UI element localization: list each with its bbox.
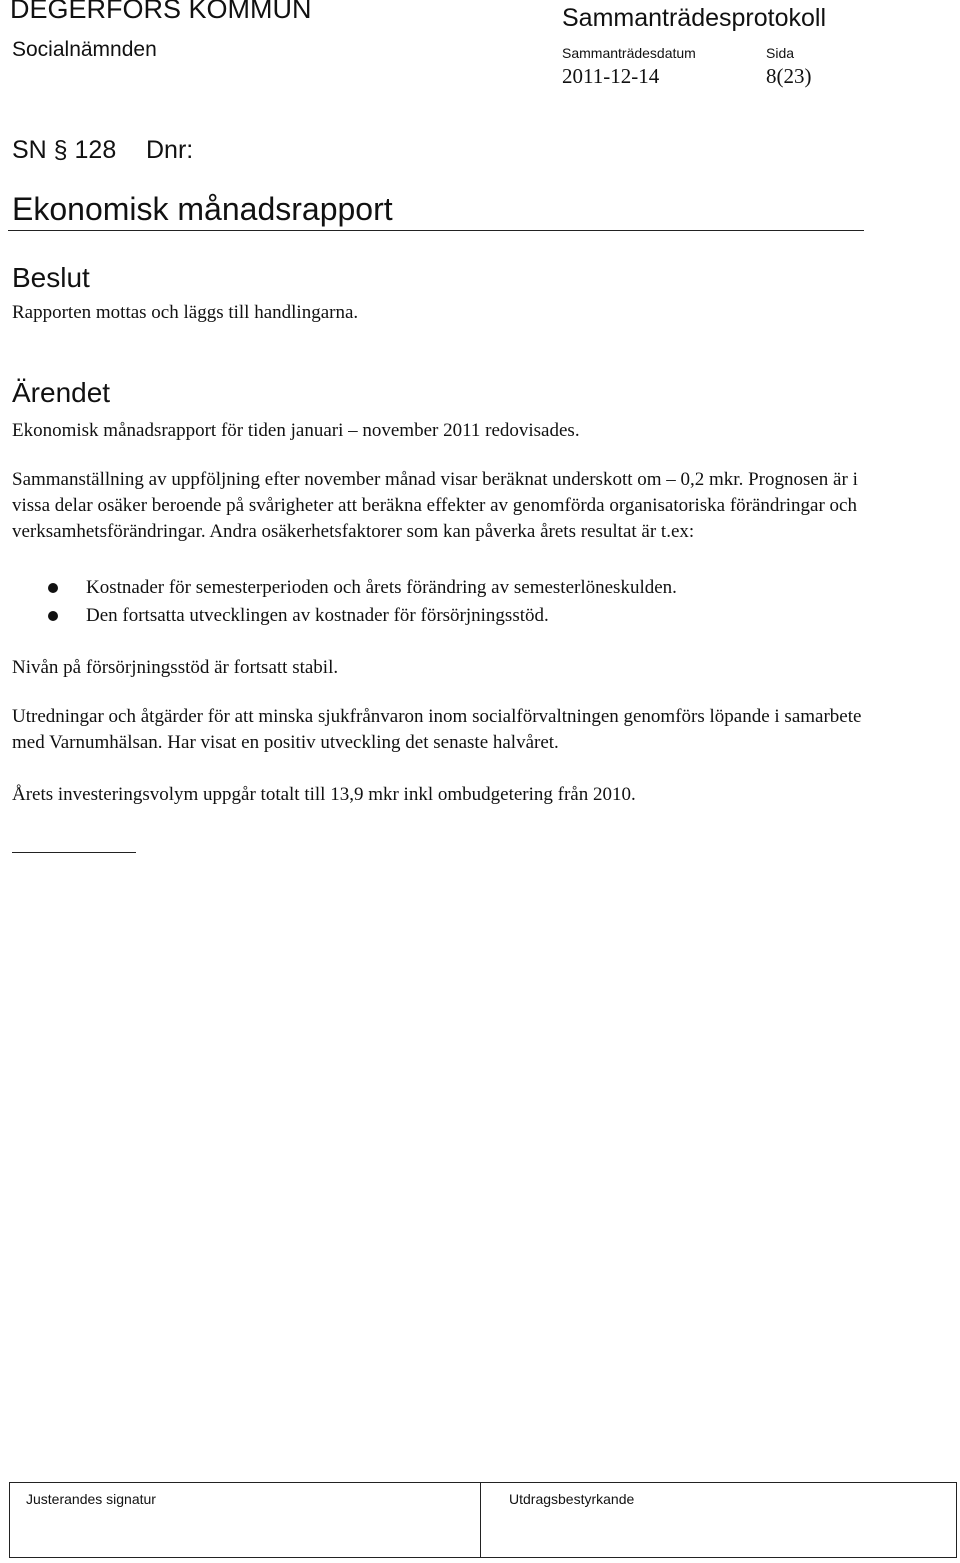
page-title: Ekonomisk månadsrapport [12,191,393,227]
certification-label: Utdragsbestyrkande [509,1491,635,1507]
matter-paragraph: Utredningar och åtgärder för att minska sjukfrånvaron inom socialförvaltningen genomförs löpande i samarbete med Varnumhälsan. Har visat en positiv utveckling det senaste halvåret. [12,706,862,753]
item-reference: SN § 128 [12,136,117,164]
list-item-text: Den fortsatta utvecklingen av kostnader för försörjningsstöd. [86,605,549,626]
meeting-date-label: Sammanträdesdatum [562,45,696,61]
decision-heading: Beslut [12,262,90,293]
list-item-text: Kostnader för semesterperioden och årets förändring av semesterlöneskulden. [86,577,677,598]
section-end-rule [12,852,136,853]
dnr-label: Dnr: [146,136,194,164]
organization-name: DEGERFORS KOMMUN [10,0,312,24]
department-name: Socialnämnden [12,38,157,61]
bullet-icon [48,611,58,621]
page-label: Sida [766,45,795,61]
matter-paragraph: Årets investeringsvolym uppgår totalt till 13,9 mkr inkl ombudgetering från 2010. [12,784,636,805]
list-item [12,602,862,630]
matter-heading: Ärendet [12,377,111,408]
document-type: Sammanträdesprotokoll [562,4,827,32]
decision-text: Rapporten mottas och läggs till handlingarna. [12,302,359,323]
list-item [12,574,862,602]
signature-footer [9,1482,957,1558]
bullet-list [12,574,862,630]
page-number: 8(23) [766,64,812,88]
signature-label: Justerandes signatur [26,1491,156,1507]
footer-divider [480,1483,481,1557]
matter-paragraph: Sammanställning av uppföljning efter november månad visar beräknat underskott om – 0,2 mkr. Prognosen är i vissa delar osäker beroende på svårigheter att beräkna effekter av genomförda organisatoriska förändringar och verksamhetsförändringar. Andra osäkerhetsfaktorer som kan påverka årets resultat är t.ex: [12,469,858,542]
bullet-icon [48,583,58,593]
matter-paragraph: Ekonomisk månadsrapport för tiden januari – november 2011 redovisades. [12,420,580,441]
title-underline [8,230,864,231]
matter-paragraph: Nivån på försörjningsstöd är fortsatt stabil. [12,657,339,678]
meeting-date: 2011-12-14 [562,64,660,88]
